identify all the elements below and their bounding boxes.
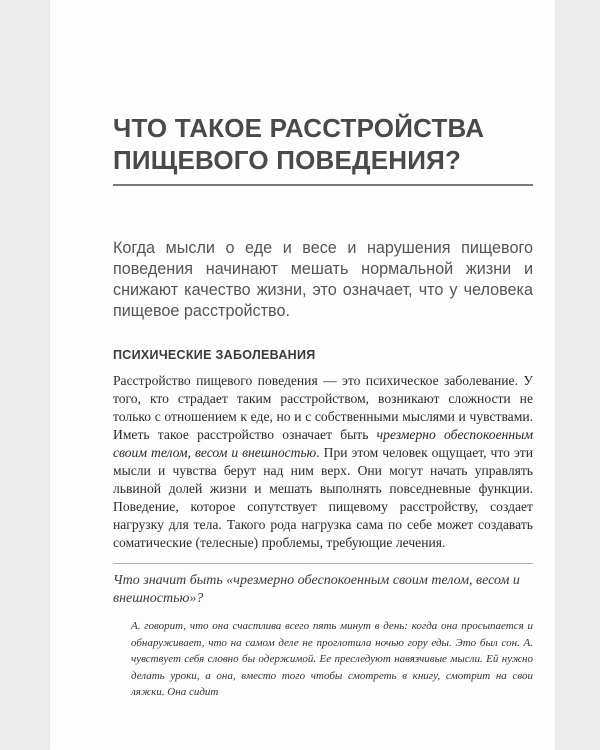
book-page — [50, 0, 555, 750]
lead-paragraph: Когда мысли о еде и весе и нарушения пищевого поведения начинают мешать нормальной жизни и снижают качество жизни, это означает, что у человека пищевое расстройство. — [113, 239, 533, 320]
chapter-title-line-2: ПИЩЕВОГО ПОВЕДЕНИЯ? — [113, 145, 462, 175]
page-content — [113, 112, 533, 701]
paragraph-text-start: Расстройство пищевого поведения — это психическое заболевание. У того, кто страдает таким расстройством, возникают сложности не только с отношением к еде, но и с собственными мыслями и чувствами. Иметь такое расстройство означает быть — [113, 373, 533, 442]
paragraph-emphasis: чрезмерно обеспокоенным своим телом, весом и внешностью — [113, 427, 533, 460]
sidebar-example-text: А. говорит, что она счастлива всего пять минут в день: когда она просыпается и обнаруживает, что на самом деле не проглотила ночью гору еды. Это был сон. А. чувствует себя словно бы одержимой. Ее преследуют навязчивые мысли. Ей нужно делать уроки, а она, вместо того чтобы смотреть в книгу, смотрит на свои ляжки. Она сидит — [131, 620, 533, 698]
section-heading: ПСИХИЧЕСКИЕ ЗАБОЛЕВАНИЯ — [113, 348, 316, 362]
chapter-title — [113, 112, 533, 176]
sidebar-question: Что значит быть «чрезмерно обеспокоенным своим телом, весом и внешностью»? — [113, 573, 520, 606]
section-paragraph — [113, 372, 533, 552]
title-divider — [113, 184, 533, 186]
sidebar-divider — [113, 563, 533, 564]
paragraph-text-end: . При этом человек ощущает, что эти мысли и чувства берут над ним верх. Они могут начать управлять львиной долей жизни и мешать выполнять повседневные функции. Поведение, которое сопутствует пищевому расстройству, создает нагрузку для тела. Такого рода нагрузка сама по себе может создавать соматические (телесные) проблемы, требующие лечения. — [113, 445, 533, 550]
chapter-title-line-1: ЧТО ТАКОЕ РАССТРОЙСТВА — [113, 113, 485, 143]
